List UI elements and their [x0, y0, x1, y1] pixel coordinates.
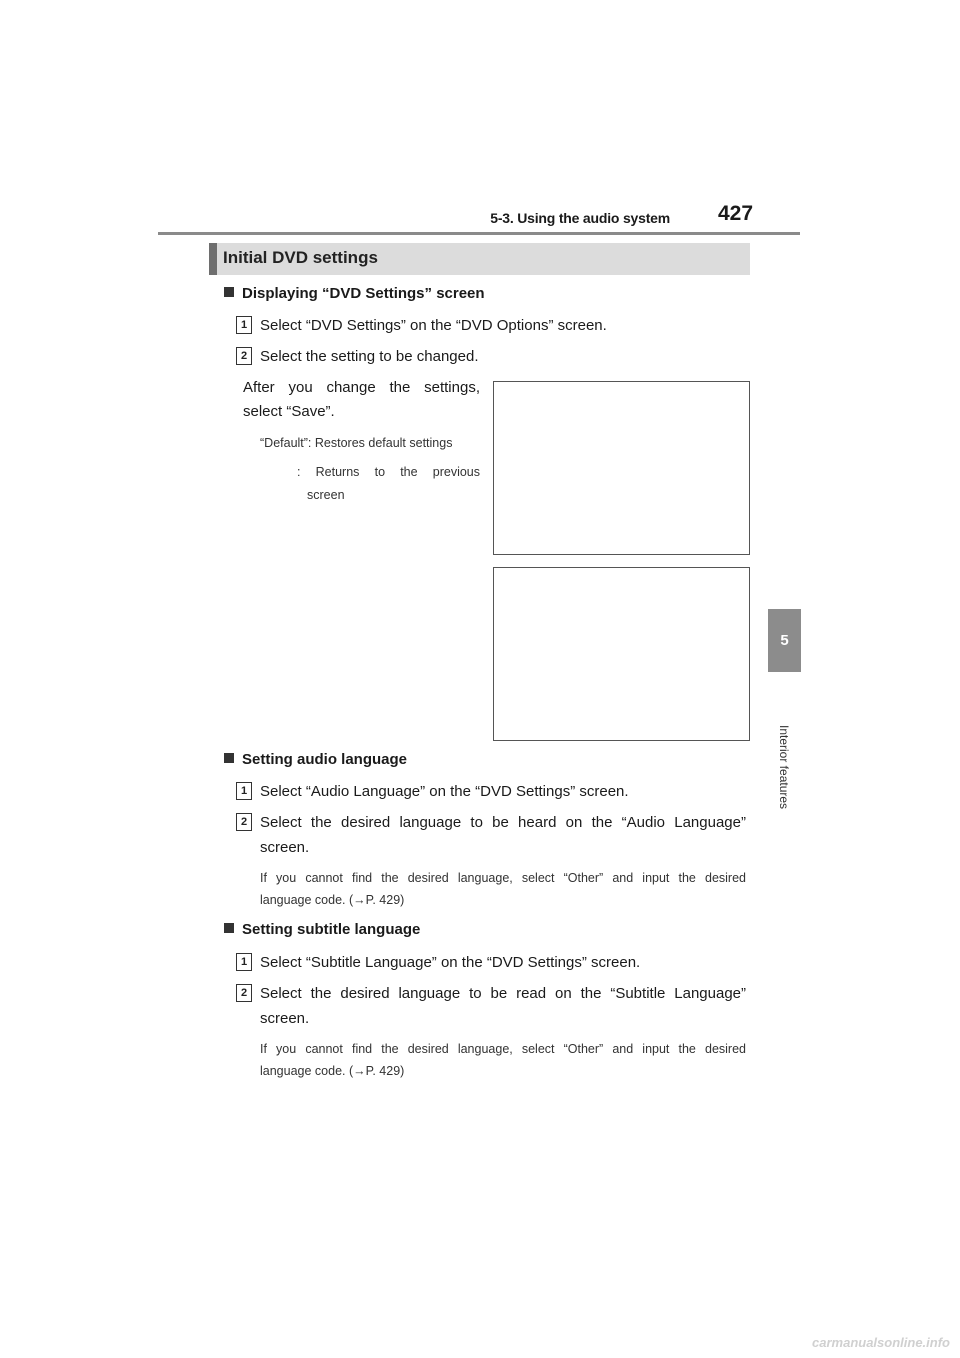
section-accent	[209, 243, 217, 275]
bullet-icon	[224, 753, 234, 763]
section-title: Initial DVD settings	[223, 248, 378, 267]
step-number: 1	[236, 782, 252, 800]
bullet-icon	[224, 923, 234, 933]
note-default: “Default”: Restores default settings	[260, 436, 453, 450]
subtitle-note-line1: If you cannot find the desired language, select “Other” and input the desired	[260, 1042, 746, 1056]
display-step1: Select “DVD Settings” on the “DVD Options” screen.	[260, 317, 607, 334]
subtitle-heading	[224, 921, 420, 938]
subtitle-step2-line1: Select the desired language to be read on the “Subtitle Language”	[260, 985, 746, 1002]
note-back-line1: : Returns to the previous	[297, 465, 480, 479]
page-number: 427	[718, 202, 754, 225]
header-divider	[158, 232, 800, 235]
audio-heading	[224, 751, 407, 768]
step-number: 2	[236, 984, 252, 1002]
audio-step1: Select “Audio Language” on the “DVD Settings” screen.	[260, 783, 629, 800]
screen-illustration	[493, 567, 750, 741]
step-number: 2	[236, 347, 252, 365]
chapter-label: Interior features	[777, 725, 791, 810]
chapter-tab: 5	[768, 609, 801, 672]
subtitle-heading-text: Setting subtitle language	[242, 921, 421, 938]
audio-heading-text: Setting audio language	[242, 751, 408, 768]
subtitle-step1: Select “Subtitle Language” on the “DVD Settings” screen.	[260, 954, 641, 971]
section-title-bar	[209, 243, 750, 275]
screen-illustration	[493, 381, 750, 555]
note-back-line2: screen	[307, 488, 345, 502]
subtitle-note-line2: language code. (→P. 429)	[260, 1064, 405, 1078]
display-heading	[224, 285, 485, 302]
after-change-line2: select “Save”.	[243, 403, 335, 420]
subtitle-step2-line2: screen.	[260, 1010, 310, 1027]
step-number: 2	[236, 813, 252, 831]
after-change-line1: After you change the settings,	[243, 379, 480, 396]
bullet-icon	[224, 287, 234, 297]
audio-note-line1: If you cannot find the desired language, select “Other” and input the desired	[260, 871, 746, 885]
audio-step2-line2: screen.	[260, 839, 310, 856]
step-number: 1	[236, 953, 252, 971]
running-header: 5-3. Using the audio system	[490, 210, 670, 226]
audio-note-line2: language code. (→P. 429)	[260, 893, 405, 907]
audio-step2-line1: Select the desired language to be heard on the “Audio Language”	[260, 814, 746, 831]
step-number: 1	[236, 316, 252, 334]
display-heading-text: Displaying “DVD Settings” screen	[242, 285, 485, 302]
display-step2: Select the setting to be changed.	[260, 348, 479, 365]
watermark: carmanualsonline.info	[812, 1335, 950, 1350]
